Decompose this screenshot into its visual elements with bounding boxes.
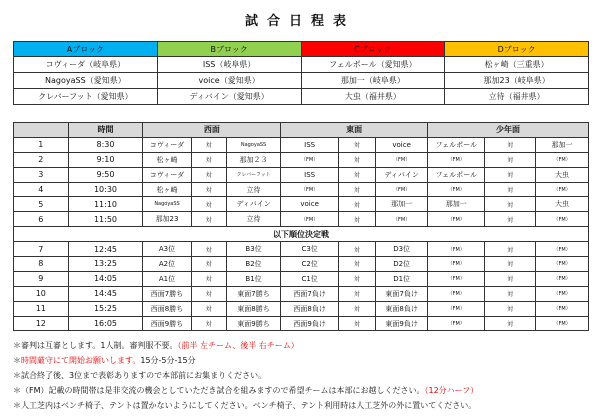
schedule-header-time: 時間 (68, 123, 143, 138)
west-team-right: クレバーフット (226, 167, 281, 182)
east-team-right: D2位 (376, 257, 428, 272)
youth-vs: 対 (485, 197, 536, 212)
youth-team-left: フェルポール (427, 167, 485, 182)
match-row (14, 242, 589, 257)
note-fm-half: （12分ハーフ） (424, 386, 479, 395)
page-title: 試合日程表 (244, 14, 355, 29)
west-team-right: 東面9勝ち (226, 316, 281, 331)
youth-team-left: （FM） (427, 152, 485, 167)
note-time-bullet: ＊ (13, 356, 21, 365)
east-team-left: ISS (281, 137, 339, 152)
group-team: voice（愛知県） (157, 73, 301, 89)
match-row (14, 271, 589, 286)
group-header-c: Cブロック (301, 42, 445, 57)
match-number: 2 (14, 152, 69, 167)
group-team: NagoyaSS（愛知県） (14, 73, 158, 89)
match-number: 1 (14, 137, 69, 152)
west-team-left: 松ヶ崎 (143, 152, 191, 167)
youth-vs: 対 (485, 182, 536, 197)
schedule-header-row (14, 123, 589, 138)
group-team: 那加一（岐阜県） (301, 73, 445, 89)
note-awards: ＊試合終了後、3位まで表彰ありますので本部前にお集まりください。 (13, 371, 267, 380)
match-time: 10:30 (68, 182, 143, 197)
group-team: クレバーフット（愛知県） (14, 89, 158, 105)
west-team-left: NagoyaSS (143, 197, 191, 212)
match-number: 11 (14, 301, 69, 316)
west-team-left: コヴィーダ (143, 167, 191, 182)
match-time: 8:30 (68, 137, 143, 152)
east-team-right: 東面7負け (376, 286, 428, 301)
group-team: コヴィーダ（岐阜県） (14, 57, 158, 73)
east-team-right: （FM） (376, 182, 428, 197)
west-team-right: NagoyaSS (226, 137, 281, 152)
west-team-right: ディバイン (226, 197, 281, 212)
schedule-table (13, 122, 589, 331)
west-team-left: 西面9勝ち (143, 316, 191, 331)
east-team-right: voice (376, 137, 428, 152)
note-time-strict: 時間厳守にて開始お願いします。 (21, 356, 141, 365)
west-vs: 対 (191, 137, 226, 152)
youth-team-right: （FM） (536, 271, 589, 286)
youth-vs: 対 (485, 152, 536, 167)
east-team-right: D3位 (376, 242, 428, 257)
youth-team-right: （FM） (536, 257, 589, 272)
ranking-divider-row (14, 227, 589, 242)
note-fm (13, 383, 593, 398)
match-row (14, 286, 589, 301)
group-row (14, 73, 589, 89)
east-team-right: （FM） (376, 152, 428, 167)
youth-vs: 対 (485, 301, 536, 316)
west-vs: 対 (191, 271, 226, 286)
east-vs: 対 (338, 301, 375, 316)
match-number: 8 (14, 257, 69, 272)
note-turf: ＊人工芝内はベンチ椅子、テントは置かないようにしてください。ベンチ椅子、テント利用時は人工芝外の外に置いてください。 (13, 401, 477, 410)
west-vs: 対 (191, 242, 226, 257)
match-row (14, 316, 589, 331)
youth-vs: 対 (485, 257, 536, 272)
match-time: 11:50 (68, 212, 143, 227)
note-fm-text: ＊（FM）記載の時間帯は是非交流の機会としていただき試合を組みますので希望チームは本部にお越しください。 (13, 386, 425, 395)
east-vs: 対 (338, 242, 375, 257)
schedule-header-youth: 少年面 (427, 123, 588, 138)
youth-team-left: フェルポール (427, 137, 485, 152)
match-number: 9 (14, 271, 69, 286)
note-time-format: 15分-5分-15分 (140, 356, 196, 365)
west-team-left: 那加23 (143, 212, 191, 227)
west-team-left: A1位 (143, 271, 191, 286)
match-time: 13:25 (68, 257, 143, 272)
match-number: 3 (14, 167, 69, 182)
east-team-left: ISS (281, 167, 339, 182)
match-time: 14:45 (68, 286, 143, 301)
west-vs: 対 (191, 212, 226, 227)
youth-team-left: （FM） (427, 271, 485, 286)
group-team: 大虫（福井県） (301, 89, 445, 105)
east-team-left: （FM） (281, 152, 339, 167)
group-team: ディバイン（愛知県） (157, 89, 301, 105)
west-team-left: A3位 (143, 242, 191, 257)
west-team-right: 那加２３ (226, 152, 281, 167)
west-team-left: 西面8勝ち (143, 301, 191, 316)
youth-team-right: 大虫 (536, 197, 589, 212)
youth-team-left: （FM） (427, 286, 485, 301)
youth-team-right: （FM） (536, 152, 589, 167)
youth-vs: 対 (485, 316, 536, 331)
match-number: 6 (14, 212, 69, 227)
youth-team-right: （FM） (536, 316, 589, 331)
east-team-left: （FM） (281, 182, 339, 197)
group-team: 松ヶ崎（三重県） (445, 57, 589, 73)
east-team-left: C2位 (281, 257, 339, 272)
youth-vs: 対 (485, 167, 536, 182)
match-row (14, 137, 589, 152)
match-time: 9:50 (68, 167, 143, 182)
east-team-right: 東面8負け (376, 301, 428, 316)
youth-team-right: （FM） (536, 212, 589, 227)
match-row (14, 152, 589, 167)
east-team-left: （FM） (281, 212, 339, 227)
youth-team-left: （FM） (427, 182, 485, 197)
youth-vs: 対 (485, 286, 536, 301)
west-team-left: 西面7勝ち (143, 286, 191, 301)
group-header-b: Bブロック (157, 42, 301, 57)
east-vs: 対 (338, 212, 375, 227)
group-header-row (14, 42, 589, 57)
youth-team-left: （FM） (427, 257, 485, 272)
east-team-right: 東面9負け (376, 316, 428, 331)
west-vs: 対 (191, 286, 226, 301)
west-vs: 対 (191, 301, 226, 316)
match-time: 12:45 (68, 242, 143, 257)
east-team-left: 西面9負け (281, 316, 339, 331)
youth-vs: 対 (485, 271, 536, 286)
match-time: 15:25 (68, 301, 143, 316)
west-team-right: B1位 (226, 271, 281, 286)
west-team-right: B2位 (226, 257, 281, 272)
west-vs: 対 (191, 182, 226, 197)
youth-team-right: 大虫 (536, 167, 589, 182)
east-vs: 対 (338, 316, 375, 331)
west-team-left: 松ヶ崎 (143, 182, 191, 197)
schedule-header-east: 東面 (281, 123, 428, 138)
west-team-right: 立待 (226, 182, 281, 197)
east-vs: 対 (338, 182, 375, 197)
east-team-left: 西面8負け (281, 301, 339, 316)
notes (13, 338, 593, 413)
match-row (14, 212, 589, 227)
match-row (14, 257, 589, 272)
match-number: 12 (14, 316, 69, 331)
group-team: 立待（福井県） (445, 89, 589, 105)
ranking-label: 以下順位決定戦 (14, 227, 589, 242)
match-time: 9:10 (68, 152, 143, 167)
east-team-left: 西面7負け (281, 286, 339, 301)
group-table (13, 41, 589, 105)
east-team-right: （FM） (376, 212, 428, 227)
west-vs: 対 (191, 167, 226, 182)
youth-vs: 対 (485, 212, 536, 227)
west-team-right: 東面7勝ち (226, 286, 281, 301)
match-number: 4 (14, 182, 69, 197)
youth-team-left: （FM） (427, 301, 485, 316)
youth-team-right: （FM） (536, 286, 589, 301)
group-header-d: Dブロック (445, 42, 589, 57)
group-team: 那加23（岐阜県） (445, 73, 589, 89)
youth-team-right: （FM） (536, 242, 589, 257)
match-row (14, 197, 589, 212)
east-vs: 対 (338, 137, 375, 152)
schedule-header-west: 西面 (143, 123, 281, 138)
youth-team-left: （FM） (427, 316, 485, 331)
group-header-a: Aブロック (14, 42, 158, 57)
east-vs: 対 (338, 257, 375, 272)
west-team-right: 立待 (226, 212, 281, 227)
east-vs: 対 (338, 271, 375, 286)
match-time: 14:05 (68, 271, 143, 286)
west-vs: 対 (191, 152, 226, 167)
youth-team-right: （FM） (536, 301, 589, 316)
east-vs: 対 (338, 286, 375, 301)
match-number: 5 (14, 197, 69, 212)
youth-team-right: （FM） (536, 182, 589, 197)
west-vs: 対 (191, 316, 226, 331)
youth-team-right: 那加一 (536, 137, 589, 152)
east-team-left: C3位 (281, 242, 339, 257)
note-referee (13, 338, 593, 353)
east-vs: 対 (338, 167, 375, 182)
youth-team-left: （FM） (427, 242, 485, 257)
match-number: 7 (14, 242, 69, 257)
match-time: 16:05 (68, 316, 143, 331)
match-row (14, 301, 589, 316)
group-row (14, 89, 589, 105)
group-team: ISS（岐阜県） (157, 57, 301, 73)
west-team-right: 東面8勝ち (226, 301, 281, 316)
match-time: 11:10 (68, 197, 143, 212)
group-row (14, 57, 589, 73)
schedule-header-no (14, 123, 69, 138)
east-team-left: voice (281, 197, 339, 212)
west-team-left: コヴィーダ (143, 137, 191, 152)
note-referee-sides: （前半 左チーム、後半 右チーム） (177, 341, 299, 350)
match-row (14, 167, 589, 182)
east-vs: 対 (338, 197, 375, 212)
east-vs: 対 (338, 152, 375, 167)
note-time (13, 353, 593, 368)
youth-vs: 対 (485, 137, 536, 152)
east-team-left: C1位 (281, 271, 339, 286)
east-team-right: ディバイン (376, 167, 428, 182)
match-number: 10 (14, 286, 69, 301)
note-referee-text: ＊審判は互審とします。1人制。審判服不要。 (13, 341, 178, 350)
match-row (14, 182, 589, 197)
east-team-right: D1位 (376, 271, 428, 286)
west-vs: 対 (191, 197, 226, 212)
east-team-right: 那加一 (376, 197, 428, 212)
youth-team-left: 那加一 (427, 197, 485, 212)
west-team-right: B3位 (226, 242, 281, 257)
group-team: フェルポール（愛知県） (301, 57, 445, 73)
west-team-left: A2位 (143, 257, 191, 272)
youth-vs: 対 (485, 242, 536, 257)
youth-team-left: （FM） (427, 212, 485, 227)
west-vs: 対 (191, 257, 226, 272)
